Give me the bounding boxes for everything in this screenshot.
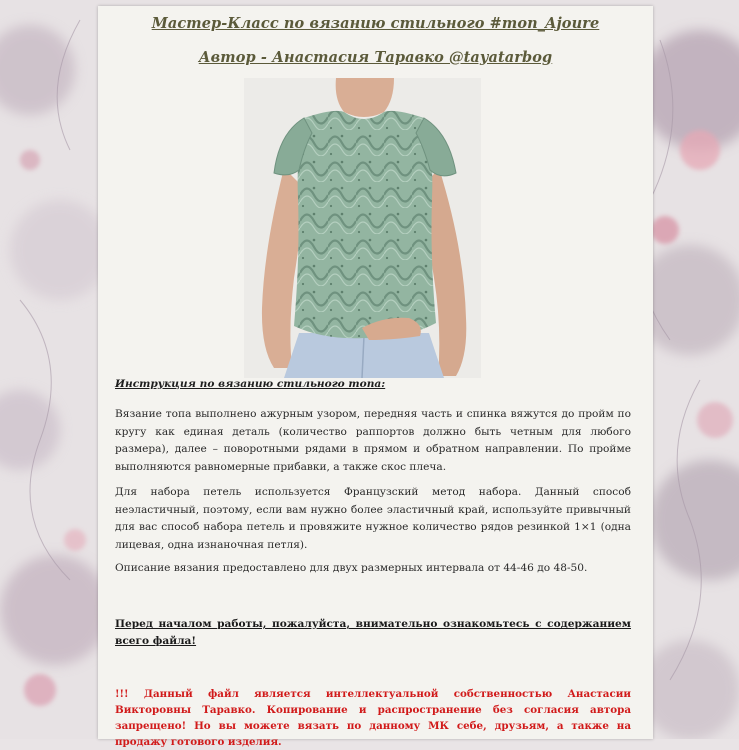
read-before-start-warning: Перед началом работы, пожалуйста, внимательно ознакомьтесь с содержанием всего файла! — [115, 618, 631, 647]
knitted-top-photo-icon — [244, 78, 481, 378]
document-title: Мастер-Класс по вязанию стильного #топ_Ajoure — [151, 15, 600, 32]
copyright-notice: !!! Данный файл является интеллектуальной собственностью Анастасии Викторовны Таравко. Копирование и распространение без согласия автора запрещено! Но вы можете вязать по данному МК себе, друзьям, а также на продажу готового изделия. — [115, 688, 631, 748]
instructions-heading: Инструкция по вязанию стильного топа: — [115, 378, 386, 390]
document-page — [98, 6, 653, 748]
author-line: Автор - Анастасия Таравко @tayatarbog — [198, 49, 553, 66]
paragraph-sizes: Описание вязания предоставлено для двух размерных интервала от 44-46 до 48-50. — [115, 562, 588, 574]
paragraph-pattern-description: Вязание топа выполнено ажурным узором, передняя часть и спинка вяжутся до пройм по кругу как единая деталь (количество раппортов должно быть четным для любого размера), далее – поворотными рядами в прямом и обратном направлении. По пройме выполняются равномерные прибавки, а также скос плеча. — [115, 408, 631, 473]
paragraph-cast-on-method: Для набора петель используется Французский метод набора. Данный способ неэластичный, поэтому, если вам нужно более эластичный край, используйте привычный для вас способ набора петель и провяжите нужное количество рядов резинкой 1×1 (одна лицевая, одна изнаночная петля). — [115, 486, 631, 551]
